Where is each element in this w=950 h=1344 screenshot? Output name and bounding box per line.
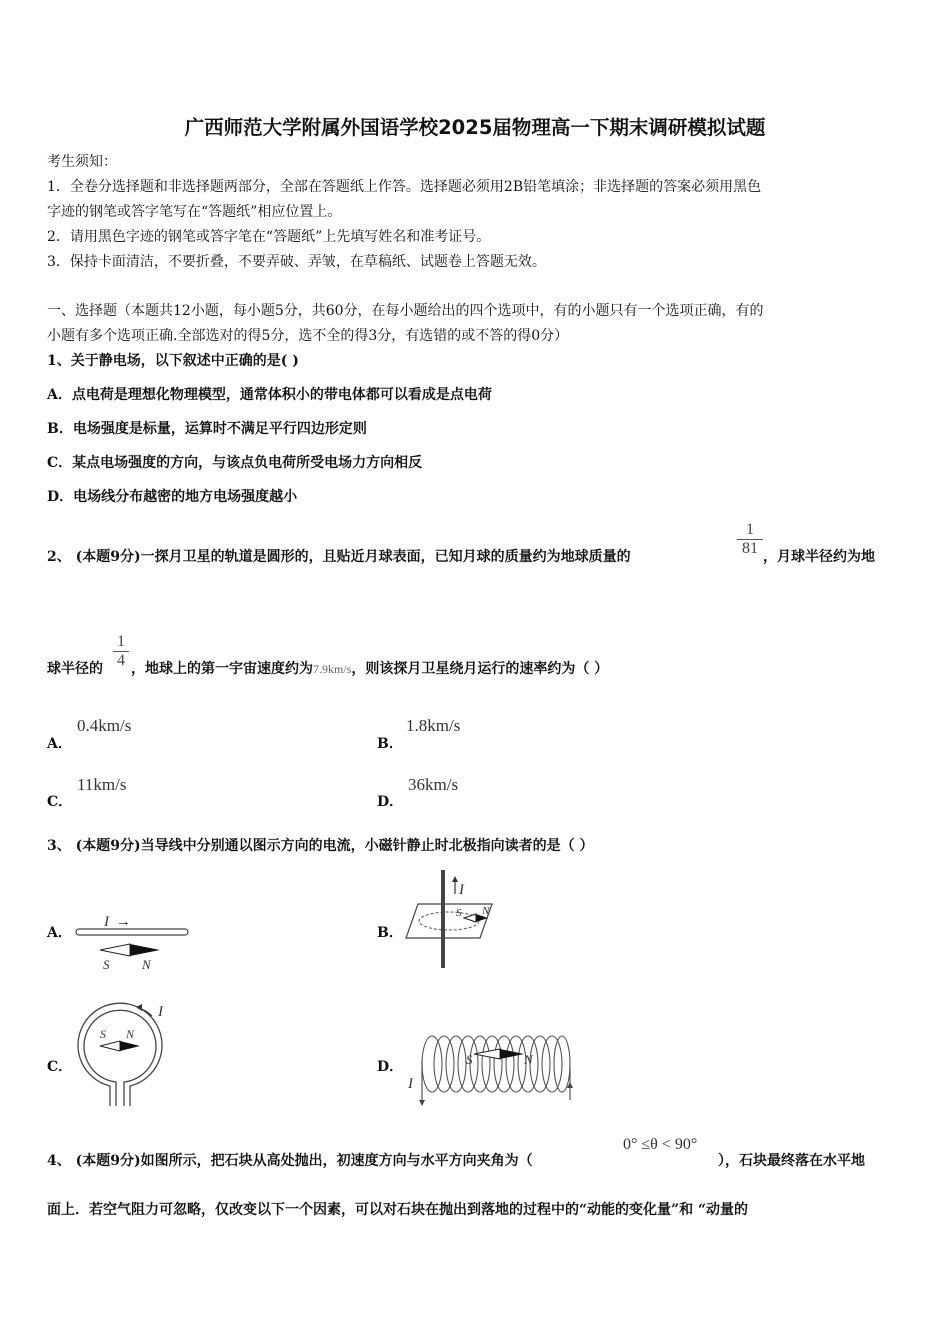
q2-score: (本题9分) bbox=[75, 549, 141, 565]
q3d-needle-north bbox=[500, 1049, 524, 1059]
q3c-needle-south bbox=[100, 1041, 120, 1051]
q3-stem-line bbox=[47, 837, 594, 855]
q2-stem-c: 球半径的 bbox=[47, 661, 103, 677]
notice-line-1a: 1．全卷分选择题和非选择题两部分，全部在答题纸上作答。选择题必须用2B铅笔填涂；非选择题的答案必须用黑色 bbox=[47, 179, 762, 195]
notice-line-2: 2．请用黑色字迹的钢笔或答字笔在“答题纸”上先填写姓名和准考证号。 bbox=[47, 229, 491, 245]
q2-option-b-label: B． bbox=[377, 736, 403, 752]
q2-fraction-1-81 bbox=[737, 521, 763, 558]
q3a-needle-south bbox=[100, 944, 130, 956]
q3d-lead-left-arrow bbox=[419, 1100, 425, 1106]
q3-figure-b bbox=[400, 868, 500, 972]
q1-option-a-text: 点电荷是理想化物理模型，通常体积小的带电体都可以看成是点电荷 bbox=[71, 387, 492, 403]
q3b-north-label: N bbox=[482, 905, 490, 917]
q3d-current-label: I bbox=[408, 1076, 413, 1092]
q3a-needle-north bbox=[130, 944, 160, 956]
notice-line-3: 3．保持卡面清洁，不要折叠，不要弄破、弄皱，在草稿纸、试题卷上答题无效。 bbox=[47, 254, 546, 270]
q1-option-b-label: B． bbox=[47, 421, 73, 437]
q2-frac1-numerator: 1 bbox=[746, 521, 754, 538]
q3b-needle-south bbox=[464, 914, 476, 922]
q3d-south-label: S bbox=[466, 1052, 473, 1067]
q3b-south-label: S bbox=[456, 907, 462, 919]
q2-option-d-label: D． bbox=[377, 794, 404, 810]
q2-stem-e: ，则该探月卫星绕月运行的速率约为（ ） bbox=[351, 661, 609, 677]
q1-option-b bbox=[47, 420, 367, 438]
q1-option-a bbox=[47, 386, 492, 404]
section-header-line-2: 小题有多个选项正确.全部选对的得5分，选不全的得3分，有选错的或不答的得0分） bbox=[47, 328, 569, 344]
q1-option-c-label: C． bbox=[47, 455, 73, 471]
q3c-loop-outer bbox=[78, 1003, 162, 1106]
q3d-north-label: N bbox=[524, 1052, 533, 1067]
q3a-current-arrow: → bbox=[116, 914, 131, 930]
q2-frac2-denominator: 4 bbox=[113, 651, 129, 670]
notice-heading: 考生须知： bbox=[47, 154, 117, 170]
q3a-current-label: I bbox=[104, 914, 109, 930]
q3b-current-label: I bbox=[459, 882, 464, 898]
q3-option-c-label: C． bbox=[47, 1059, 73, 1075]
q2-number: 2、 bbox=[47, 549, 71, 565]
q4-stem-a: 如图所示，把石块从高处抛出，初速度方向与水平方向夹角为（ bbox=[140, 1153, 533, 1169]
q3-score: (本题9分) bbox=[75, 838, 141, 854]
q3c-south-label: S bbox=[100, 1027, 106, 1041]
q3d-solenoid-coils bbox=[422, 1036, 570, 1092]
q3-stem: 当导线中分别通以图示方向的电流，小磁针静止时北极指向读者的是（ ） bbox=[140, 838, 594, 854]
q2-option-c-label: C． bbox=[47, 794, 73, 810]
q4-number: 4、 bbox=[47, 1153, 71, 1169]
q3-figure-c bbox=[72, 998, 182, 1110]
q4-stem-line-1 bbox=[47, 1152, 533, 1170]
q4-angle-expression: 0° ≤θ < 90° bbox=[623, 1136, 698, 1153]
q2-stem-a: 一探月卫星的轨道是圆形的，且贴近月球表面，已知月球的质量约为地球质量的 bbox=[140, 549, 631, 565]
q1-option-c-text: 某点电场强度的方向，与该点负电荷所受电场力方向相反 bbox=[72, 455, 423, 471]
q2-frac1-denominator: 81 bbox=[737, 539, 763, 558]
q3c-north-label: N bbox=[126, 1027, 135, 1041]
q3c-loop-inner bbox=[84, 1010, 156, 1106]
q3a-north-label: N bbox=[142, 957, 151, 972]
q2-stem-d: ，地球上的第一宇宙速度约为 bbox=[131, 661, 313, 677]
q3-option-d-label: D． bbox=[377, 1059, 404, 1075]
q1-option-d-text: 电场线分布越密的地方电场强度越小 bbox=[73, 489, 298, 505]
q3b-field-loop bbox=[419, 912, 479, 930]
q2-option-a-value: 0.4km/s bbox=[77, 716, 132, 735]
q2-fraction-1-4 bbox=[113, 633, 129, 670]
q3c-current-arrowhead bbox=[136, 1004, 142, 1011]
q1-option-d-label: D． bbox=[47, 489, 74, 505]
q2-frac2-numerator: 1 bbox=[117, 633, 125, 650]
notice-line-1b: 字迹的钢笔或答字笔写在“答题纸”相应位置上。 bbox=[47, 204, 342, 220]
q3-option-b-label: B． bbox=[377, 925, 403, 941]
q1-option-d bbox=[47, 488, 297, 506]
q1-stem: 1、关于静电场，以下叙述中正确的是( ) bbox=[47, 353, 299, 369]
q2-option-a-label: A． bbox=[47, 736, 72, 752]
q3b-current-arrowhead bbox=[452, 876, 458, 882]
q1-option-c bbox=[47, 454, 422, 472]
q4-stem-b: ），石块最终落在水平地 bbox=[718, 1153, 865, 1169]
q3c-current-label: I bbox=[158, 1004, 163, 1020]
q3a-south-label: S bbox=[103, 957, 110, 972]
q2-stem-line-2 bbox=[131, 660, 608, 678]
page-title: 广西师范大学附属外国语学校2025届物理高一下期末调研模拟试题 bbox=[184, 116, 766, 139]
q2-option-d-value: 36km/s bbox=[408, 775, 459, 794]
q4-stem-c: 面上．若空气阻力可忽略，仅改变以下一个因素，可以对石块在抛出到落地的过程中的“动能的变化量”和 “动量的 bbox=[47, 1202, 749, 1218]
q2-option-c-value: 11km/s bbox=[77, 775, 127, 794]
q3c-needle-north bbox=[120, 1041, 140, 1051]
q3-figure-d bbox=[402, 1020, 582, 1110]
q2-speed: 7.9km/s bbox=[313, 662, 352, 676]
q2-stem-line-1 bbox=[47, 548, 631, 566]
q3-figure-a bbox=[70, 908, 195, 973]
q3-number: 3、 bbox=[47, 838, 71, 854]
q2-stem-b: ，月球半径约为地 bbox=[763, 549, 875, 565]
q4-score: (本题9分) bbox=[75, 1153, 141, 1169]
q1-option-a-label: A． bbox=[47, 387, 72, 403]
q1-option-b-text: 电场强度是标量，运算时不满足平行四边形定则 bbox=[72, 421, 367, 437]
q3a-wire bbox=[76, 929, 188, 935]
q2-option-b-value: 1.8km/s bbox=[406, 716, 461, 735]
section-header-line-1: 一、选择题（本题共12小题，每小题5分，共60分，在每小题给出的四个选项中，有的小题只有一个选项正确，有的 bbox=[47, 303, 764, 319]
q3-option-a-label: A． bbox=[47, 925, 72, 941]
